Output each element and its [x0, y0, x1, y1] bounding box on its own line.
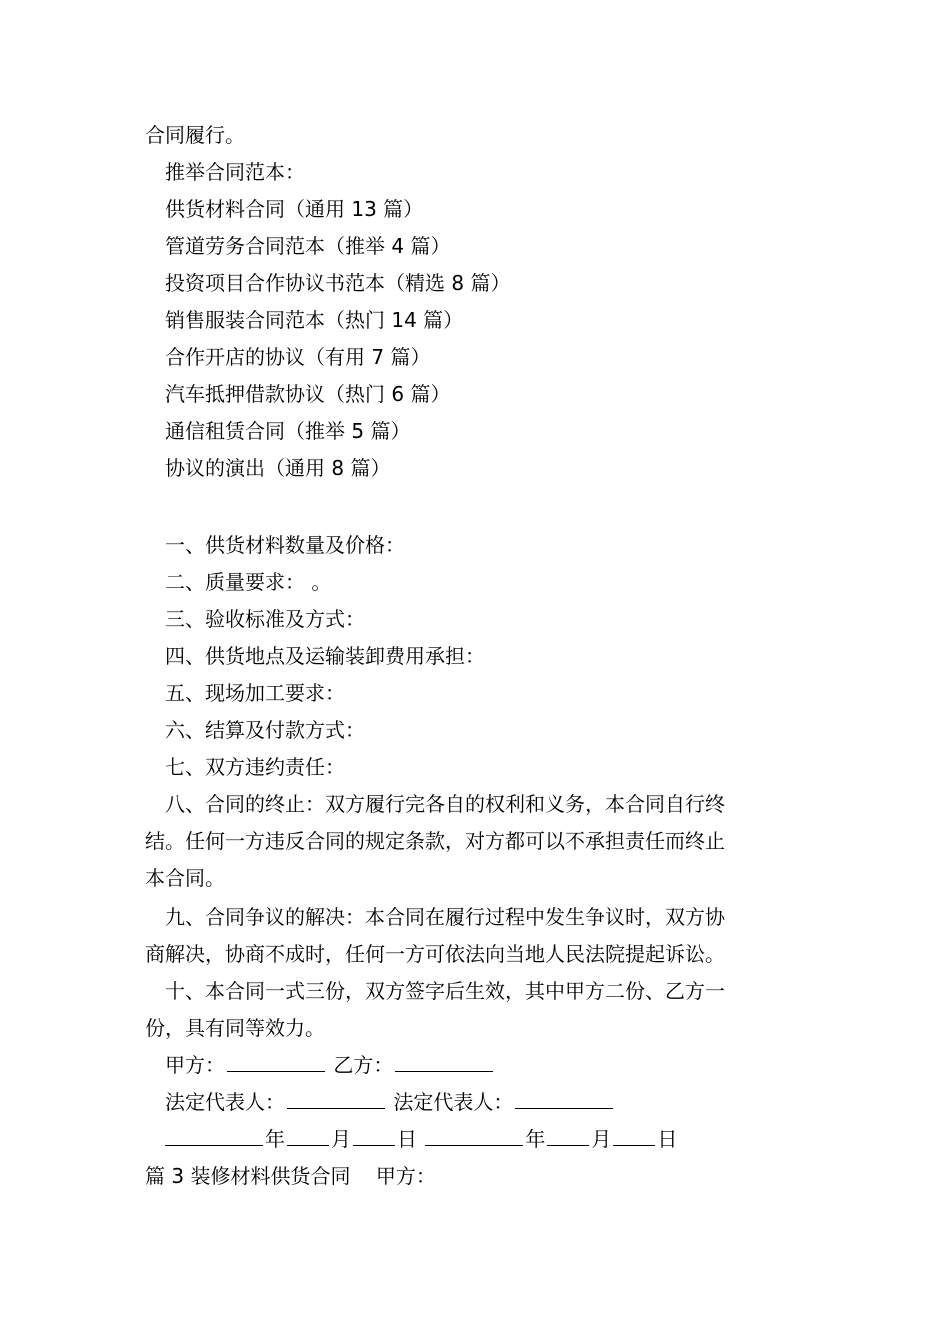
template-item: 管道劳务合同范本（推举 4 篇）: [165, 234, 451, 258]
clause-1: 一、供货材料数量及价格：: [165, 533, 405, 557]
legal-rep-a-blank[interactable]: [287, 1084, 385, 1109]
next-contract-heading: 篇 3 装修材料供货合同 甲方：: [145, 1164, 436, 1188]
template-item: 合作开店的协议（有用 7 篇）: [165, 345, 431, 369]
day-label: 日: [657, 1127, 678, 1151]
year-a-blank[interactable]: [165, 1121, 263, 1146]
clause-8-line3: 本合同。: [145, 866, 225, 890]
party-signature-line: [165, 1047, 830, 1084]
day-a-blank[interactable]: [353, 1121, 395, 1146]
day-b-blank[interactable]: [613, 1121, 655, 1146]
legal-rep-b-blank[interactable]: [515, 1084, 613, 1109]
legal-rep-b-label: 法定代表人：: [393, 1090, 514, 1114]
clause-7: 七、双方违约责任：: [165, 755, 345, 779]
day-label: 日: [397, 1127, 417, 1151]
clause-9-line2: 商解决，协商不成时，任何一方可依法向当地人民法院提起诉讼。: [145, 942, 725, 966]
clause-8-line1: 八、合同的终止：双方履行完各自的权利和义务，本合同自行终: [165, 792, 725, 816]
month-label: 月: [331, 1127, 351, 1151]
year-label: 年: [265, 1127, 285, 1151]
year-label: 年: [525, 1127, 546, 1151]
clause-6: 六、结算及付款方式：: [165, 718, 365, 742]
year-b-blank[interactable]: [425, 1121, 523, 1146]
month-a-blank[interactable]: [287, 1121, 329, 1146]
template-item: 投资项目合作协议书范本（精选 8 篇）: [165, 271, 511, 295]
clause-8-line2: 结。任何一方违反合同的规定条款，对方都可以不承担责任而终止: [145, 829, 725, 853]
clause-9-line1: 九、合同争议的解决：本合同在履行过程中发生争议时，双方协: [165, 905, 725, 929]
clause-5: 五、现场加工要求：: [165, 681, 345, 705]
legal-rep-line: [165, 1084, 830, 1121]
clause-10-line1: 十、本合同一式三份，双方签字后生效，其中甲方二份、乙方一: [165, 979, 725, 1003]
template-item: 供货材料合同（通用 13 篇）: [165, 197, 424, 221]
legal-rep-a-label: 法定代表人：: [165, 1090, 285, 1114]
party-a-label: 甲方：: [165, 1053, 225, 1077]
clause-4: 四、供货地点及运输装卸费用承担：: [165, 644, 485, 668]
template-item: 汽车抵押借款协议（热门 6 篇）: [165, 382, 451, 406]
intro-line: 合同履行。: [145, 123, 245, 147]
template-item: 协议的演出（通用 8 篇）: [165, 456, 391, 480]
party-b-label: 乙方：: [333, 1053, 394, 1077]
month-label: 月: [591, 1127, 612, 1151]
clause-10-line2: 份，具有同等效力。: [145, 1016, 325, 1040]
recommend-heading: 推举合同范本：: [165, 160, 305, 184]
party-b-blank[interactable]: [395, 1047, 493, 1072]
clause-2: 二、质量要求： 。: [165, 570, 332, 594]
template-item: 通信租赁合同（推举 5 篇）: [165, 419, 411, 443]
party-a-blank[interactable]: [227, 1047, 325, 1072]
clause-3: 三、验收标准及方式：: [165, 607, 365, 631]
date-line: [163, 1121, 828, 1158]
month-b-blank[interactable]: [547, 1121, 589, 1146]
template-item: 销售服装合同范本（热门 14 篇）: [165, 308, 464, 332]
